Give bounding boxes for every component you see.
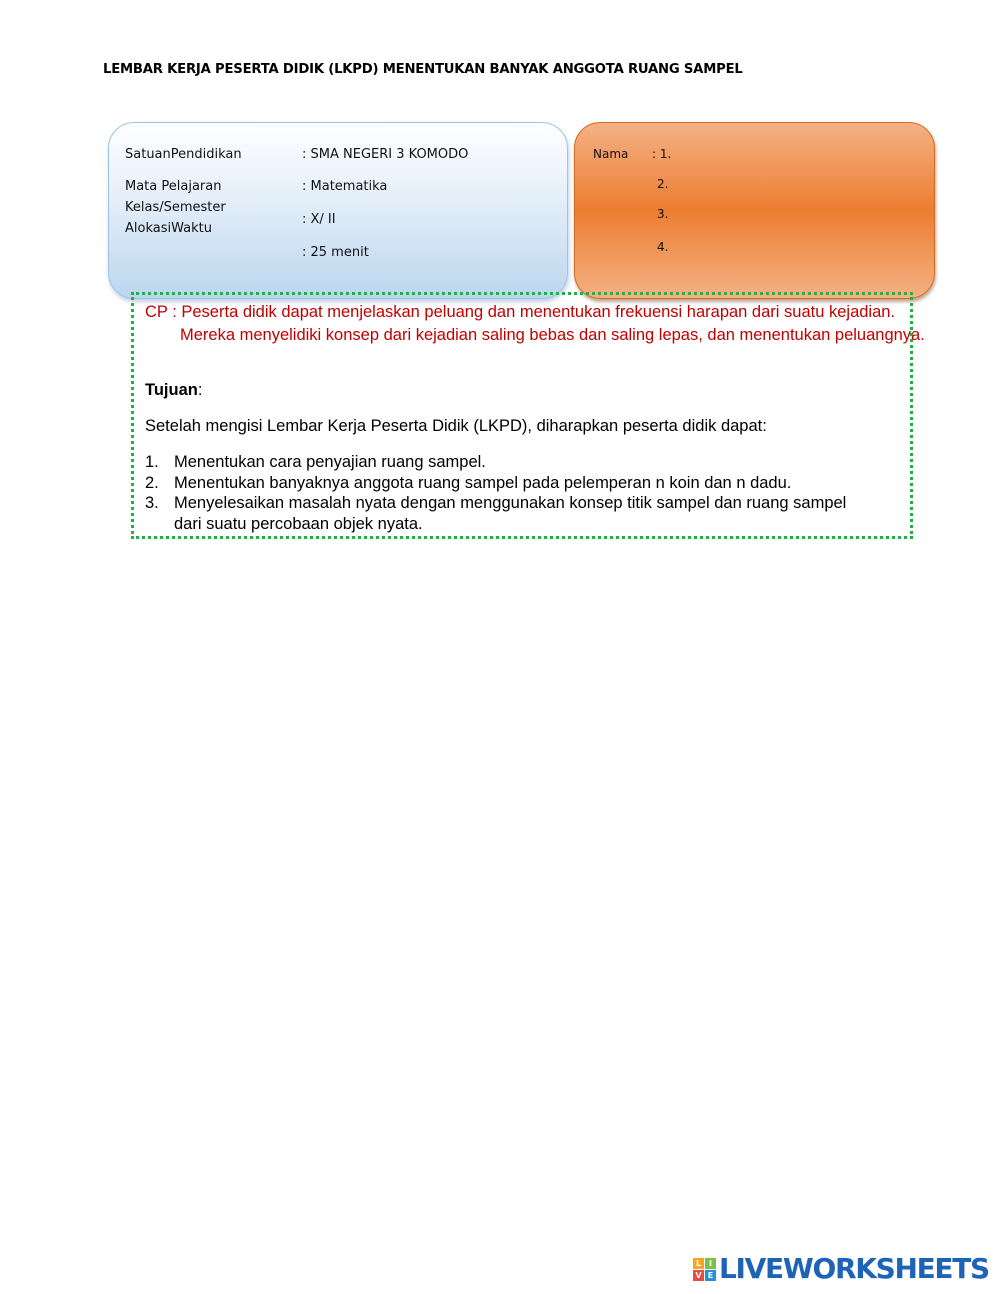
kelas-value: : X/ II — [302, 212, 336, 227]
logo-text: LIVEWORKSHEETS — [719, 1252, 989, 1285]
objectives-list — [145, 452, 865, 534]
list-item — [145, 473, 865, 494]
identity-panel — [108, 122, 568, 299]
tujuan-intro: Setelah mengisi Lembar Kerja Peserta Didik (LKPD), diharapkan peserta didik dapat: — [145, 417, 767, 435]
logo-tile-l: L — [693, 1258, 704, 1269]
liveworksheets-logo[interactable] — [693, 1254, 989, 1284]
list-text: Menyelesaikan masalah nyata dengan menggunakan konsep titik sampel dan ruang sampel dari suatu percobaan objek nyata. — [174, 494, 847, 533]
list-number: 3. — [145, 494, 159, 512]
list-text: Menentukan cara penyajian ruang sampel. — [174, 453, 486, 471]
list-text: Menentukan banyaknya anggota ruang sampel pada pelemperan n koin dan n dadu. — [174, 473, 792, 492]
alokasi-label: AlokasiWaktu — [125, 221, 212, 236]
tujuan-heading — [145, 381, 202, 400]
satuan-label: SatuanPendidikan — [125, 147, 242, 162]
name-entry-3[interactable]: 3. — [657, 207, 669, 221]
mapel-label: Mata Pelajaran — [125, 179, 222, 194]
logo-icon — [693, 1258, 716, 1281]
logo-tile-i: I — [705, 1258, 716, 1269]
capaian-pembelajaran: CP : Peserta didik dapat menjelaskan peluang dan menentukan frekuensi harapan dari suatu kejadian. Mereka menyelidiki konsep dari kejadian saling bebas dan saling lepas, dan menentukan peluangnya. — [145, 303, 925, 344]
alokasi-value: : 25 menit — [302, 245, 369, 260]
name-entry-4[interactable]: 4. — [657, 240, 669, 254]
satuan-value: : SMA NEGERI 3 KOMODO — [302, 147, 469, 162]
list-number: 1. — [145, 453, 159, 471]
kelas-label: Kelas/Semester — [125, 200, 226, 215]
list-item — [145, 493, 865, 534]
name-entry-2[interactable]: 2. — [657, 177, 669, 191]
tujuan-title: Tujuan — [145, 381, 198, 399]
list-item — [145, 452, 865, 473]
names-panel — [574, 122, 935, 299]
page-title: LEMBAR KERJA PESERTA DIDIK (LKPD) MENENTUKAN BANYAK ANGGOTA RUANG SAMPEL — [103, 62, 743, 77]
name-entry-1[interactable]: : 1. — [652, 147, 672, 161]
logo-tile-v: V — [693, 1270, 704, 1281]
nama-label: Nama — [593, 147, 629, 161]
logo-tile-e: E — [705, 1270, 716, 1281]
mapel-value: : Matematika — [302, 179, 388, 194]
list-number: 2. — [145, 473, 159, 492]
tujuan-colon: : — [197, 381, 203, 399]
